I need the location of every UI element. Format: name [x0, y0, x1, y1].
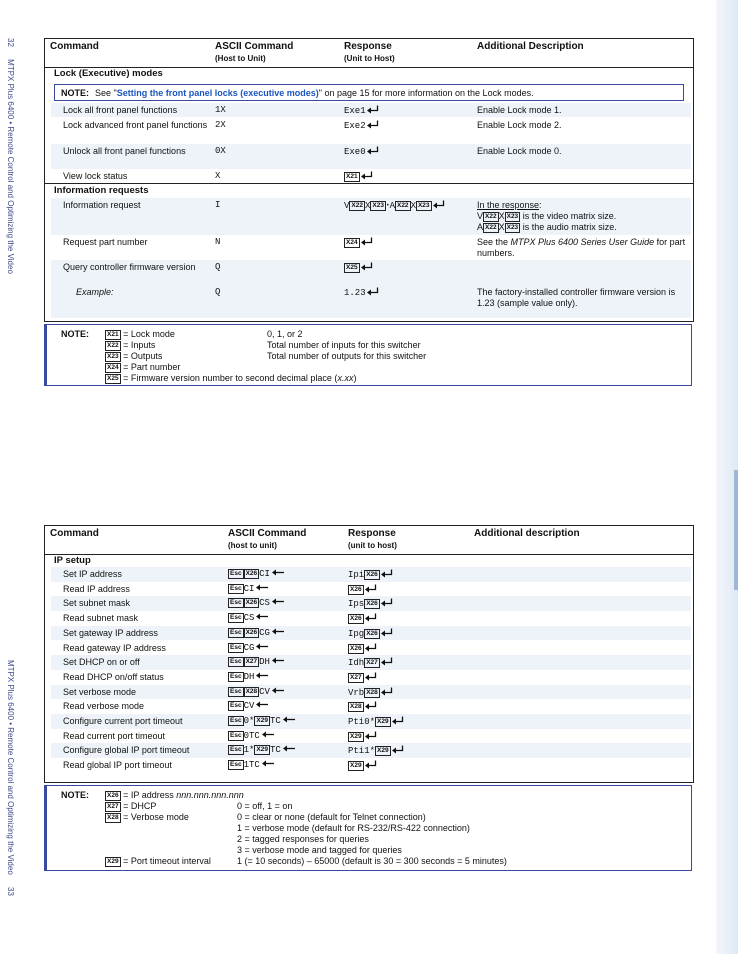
- col-command-header: Command: [50, 528, 99, 539]
- table-row: [51, 582, 691, 597]
- response-cell: Exe0: [344, 147, 366, 157]
- return-icon: [361, 262, 373, 271]
- col-desc-header: Additional Description: [477, 41, 584, 52]
- table-row: [51, 611, 691, 626]
- variable-box: X28: [245, 687, 258, 695]
- esc-key-icon: Esc: [230, 599, 242, 607]
- response-cell: Exe1: [344, 106, 366, 116]
- return-icon: [365, 701, 377, 710]
- table-row: [51, 743, 691, 758]
- cmd-cell: Unlock all front panel functions: [63, 146, 186, 156]
- note-item: X26 = IP address nnn.nnn.nnn.nnn: [107, 790, 244, 800]
- ascii-cell: 1X: [215, 105, 226, 115]
- table-row: [51, 641, 691, 656]
- note-value: 2 = tagged responses for queries: [237, 834, 369, 844]
- note-item: X25 = Firmware version number to second decimal place (x.xx): [107, 373, 357, 383]
- right-edge-tab: [734, 470, 738, 590]
- return-arrow-icon: [272, 657, 284, 664]
- return-arrow-icon: [262, 731, 274, 738]
- response-cell: Pti0* X29: [348, 716, 404, 728]
- return-icon: [365, 584, 377, 593]
- variable-box: X26: [366, 600, 378, 608]
- table-row: [51, 169, 691, 183]
- return-icon: [365, 731, 377, 740]
- variable-box: X29: [256, 717, 268, 724]
- section-ip-setup: IP setup: [54, 555, 91, 566]
- ascii-cell: Esc X28 CV: [228, 687, 284, 698]
- cmd-cell: Read IP address: [63, 583, 130, 594]
- response-cell: [348, 760, 377, 772]
- cmd-cell: Read DHCP on/off status: [63, 671, 164, 682]
- ascii-cell: Q: [215, 262, 221, 272]
- return-icon: [392, 716, 404, 725]
- ascii-cell: Esc CG: [228, 643, 268, 654]
- ascii-cell: Esc 1* X29 TC: [228, 745, 295, 756]
- desc-cell: See the MTPX Plus 6400 Series User Guide for part numbers.: [477, 237, 686, 258]
- col-response-header: Response: [348, 528, 396, 539]
- response-cell: Ipg X26: [348, 628, 393, 640]
- ascii-cell: Esc DH: [228, 672, 268, 683]
- esc-key-icon: Esc: [230, 702, 242, 710]
- esc-key-icon: Esc: [230, 614, 242, 622]
- variable-box: X26: [350, 644, 362, 652]
- ascii-cell: N: [215, 237, 221, 247]
- section-divider: [45, 183, 693, 184]
- variable-box: X29: [377, 718, 389, 725]
- response-cell: Exe2: [344, 121, 366, 131]
- return-arrow-icon: [262, 760, 274, 767]
- note-value: 3 = verbose mode and tagged for queries: [237, 845, 402, 855]
- table-row: [51, 626, 691, 641]
- return-arrow-icon: [283, 716, 295, 723]
- ascii-cell: Esc CS: [228, 613, 268, 624]
- example-desc: The factory-installed controller firmware version is 1.23 (sample value only).: [477, 287, 676, 308]
- variable-box: X29: [256, 746, 268, 754]
- ascii-cell: I: [215, 200, 221, 210]
- esc-key-icon: Esc: [230, 731, 242, 739]
- col-response-sub: (unit to host): [348, 541, 397, 550]
- note-value: 1 = verbose mode (default for RS-232/RS-422 connection): [237, 823, 470, 833]
- table-header: [45, 39, 693, 68]
- cmd-cell: Set gateway IP address: [63, 627, 158, 638]
- esc-key-icon: Esc: [230, 717, 242, 724]
- cmd-cell: Read current port timeout: [63, 730, 166, 741]
- response-cell: Pti1* X29: [348, 745, 404, 757]
- return-icon: [367, 287, 379, 296]
- variable-box: X29: [350, 762, 362, 770]
- note-value: Total number of inputs for this switcher: [267, 340, 421, 350]
- response-cell: Vrb X28: [348, 687, 393, 699]
- table-row: [51, 260, 691, 318]
- table-row: [51, 144, 691, 169]
- ascii-cell: Esc CI: [228, 584, 268, 595]
- note-box-ip-variables: [44, 785, 692, 871]
- ip-setup-table: [44, 525, 694, 783]
- variable-box: X26: [245, 570, 258, 577]
- table-row: [51, 118, 691, 144]
- note-value: 0 = off, 1 = on: [237, 801, 293, 811]
- table-row: [51, 670, 691, 685]
- note-value: 1 (= 10 seconds) – 65000 (default is 30 = 300 seconds = 5 minutes): [237, 856, 507, 866]
- return-arrow-icon: [256, 643, 268, 650]
- cmd-cell: Set subnet mask: [63, 598, 131, 609]
- variable-box: X29: [377, 747, 389, 755]
- variable-box: X29: [350, 732, 362, 740]
- note-item: X28 = Verbose mode: [107, 812, 189, 822]
- variable-box: X28: [366, 688, 378, 696]
- page-number-32: 32: [6, 38, 15, 47]
- table-row: [51, 235, 691, 260]
- note-item: X23 = Outputs: [107, 351, 163, 361]
- page-number-33: 33: [6, 887, 15, 896]
- ascii-cell: Esc X26 CS: [228, 598, 284, 609]
- return-icon: [381, 569, 393, 578]
- col-ascii-header: ASCII Command: [215, 41, 294, 52]
- cmd-cell: Read verbose mode: [63, 701, 145, 712]
- response-cell: [348, 672, 377, 684]
- note-box-lock-variables: [44, 324, 692, 386]
- running-title-top: MTPX Plus 6400 • Remote Control and Optimizing the Video: [6, 59, 15, 274]
- section-information-requests: Information requests: [54, 185, 149, 196]
- desc-cell: Enable Lock mode 1.: [477, 105, 562, 115]
- response-cell: V X22 X X23 •A X22 X X23: [344, 200, 445, 212]
- response-cell: Ips X26: [348, 598, 393, 610]
- esc-key-icon: Esc: [230, 746, 242, 754]
- table-row: [51, 596, 691, 611]
- variable-box: X27: [366, 659, 378, 667]
- variable-box: X26: [245, 628, 258, 636]
- col-response-sub: (Unit to Host): [344, 54, 395, 63]
- table-row: [51, 103, 691, 117]
- side-running-head-bottom: [6, 660, 15, 896]
- cmd-cell: Lock all front panel functions: [63, 105, 178, 115]
- note-link-front-panel-locks[interactable]: Setting the front panel locks (executive modes): [116, 88, 319, 98]
- variable-box: X21: [346, 173, 358, 180]
- variable-box: X26: [350, 585, 362, 593]
- cmd-cell: Set verbose mode: [63, 686, 137, 697]
- cmd-cell: Configure global IP port timeout: [63, 745, 190, 756]
- lock-note-box: [54, 84, 684, 101]
- ascii-cell: Esc CV: [228, 701, 268, 712]
- note-item: X29 = Port timeout interval: [107, 856, 211, 866]
- note-item: X22 = Inputs: [107, 340, 156, 350]
- return-arrow-icon: [256, 672, 268, 679]
- ascii-cell: Esc 0* X29 TC: [228, 716, 295, 727]
- table-row: [51, 699, 691, 714]
- variable-box: X26: [366, 571, 378, 578]
- ascii-cell: X: [215, 171, 221, 181]
- variable-box: X24: [346, 239, 358, 246]
- col-ascii-sub: (Host to Unit): [215, 54, 266, 63]
- cmd-cell: Read gateway IP address: [63, 642, 166, 653]
- return-icon: [392, 745, 404, 754]
- note-label: NOTE:: [61, 790, 89, 800]
- desc-cell: Enable Lock mode 2.: [477, 120, 562, 130]
- esc-key-icon: Esc: [230, 687, 242, 695]
- ascii-cell: 0X: [215, 146, 226, 156]
- col-response-header: Response: [344, 41, 392, 52]
- table-row: [51, 758, 691, 773]
- response-cell: Idh X27: [348, 657, 393, 669]
- return-icon: [361, 237, 373, 246]
- col-desc-header: Additional description: [474, 528, 580, 539]
- variable-box: X28: [350, 703, 362, 711]
- note-text-pre: See ": [95, 88, 117, 98]
- response-cell: [348, 613, 377, 625]
- return-icon: [433, 200, 445, 209]
- return-arrow-icon: [256, 701, 268, 708]
- ascii-cell: Esc X26 CI: [228, 569, 284, 580]
- return-icon: [365, 760, 377, 769]
- response-cell: [348, 731, 377, 743]
- return-arrow-icon: [256, 584, 268, 591]
- return-icon: [365, 672, 377, 681]
- esc-key-icon: Esc: [230, 672, 242, 680]
- note-item: X24 = Part number: [107, 362, 181, 372]
- esc-key-icon: Esc: [230, 761, 242, 769]
- side-running-head-top: [6, 38, 15, 274]
- table-row: [51, 685, 691, 700]
- note-item: X27 = DHCP: [107, 801, 157, 811]
- esc-key-icon: Esc: [230, 643, 242, 651]
- ascii-cell: Esc X27 DH: [228, 657, 284, 668]
- response-cell: [348, 584, 377, 596]
- cmd-cell: Query controller firmware version: [63, 262, 196, 272]
- desc-title: In the response: [477, 200, 540, 210]
- esc-key-icon: Esc: [230, 658, 242, 666]
- return-icon: [365, 613, 377, 622]
- cmd-cell: Set IP address: [63, 569, 122, 579]
- esc-key-icon: Esc: [230, 570, 242, 577]
- return-arrow-icon: [272, 598, 284, 605]
- return-icon: [367, 105, 379, 114]
- return-arrow-icon: [283, 745, 295, 752]
- return-arrow-icon: [272, 628, 284, 635]
- cmd-cell: Information request: [63, 200, 141, 210]
- ascii-cell: Esc 1TC: [228, 760, 274, 771]
- variable-box: X26: [245, 599, 258, 607]
- return-icon: [381, 687, 393, 696]
- ascii-cell: Esc X26 CG: [228, 628, 284, 639]
- example-label: Example:: [76, 287, 114, 297]
- table-row: [51, 714, 691, 729]
- variable-box: X26: [366, 629, 378, 637]
- variable-box: X27: [350, 673, 362, 681]
- col-command-header: Command: [50, 41, 99, 52]
- variable-box: X26: [350, 615, 362, 623]
- response-cell: [348, 701, 377, 713]
- note-value: Total number of outputs for this switcher: [267, 351, 427, 361]
- cmd-cell: View lock status: [63, 171, 128, 181]
- ascii-cell: 2X: [215, 120, 226, 130]
- return-icon: [367, 120, 379, 129]
- return-icon: [381, 657, 393, 666]
- table-row: [51, 655, 691, 670]
- return-arrow-icon: [272, 687, 284, 694]
- return-icon: [381, 628, 393, 637]
- table-row: [51, 729, 691, 744]
- right-edge-strip: [716, 0, 738, 954]
- return-arrow-icon: [272, 569, 284, 576]
- esc-key-icon: Esc: [230, 584, 242, 592]
- desc-cell: Enable Lock mode 0.: [477, 146, 562, 156]
- return-icon: [365, 643, 377, 652]
- col-ascii-header: ASCII Command: [228, 528, 307, 539]
- col-ascii-sub: (host to unit): [228, 541, 277, 550]
- note-label: NOTE:: [61, 329, 89, 339]
- response-cell: [348, 643, 377, 655]
- lock-info-table: [44, 38, 694, 322]
- return-arrow-icon: [256, 613, 268, 620]
- ascii-cell: Esc 0TC: [228, 731, 274, 742]
- return-icon: [381, 598, 393, 607]
- note-item: X21 = Lock mode: [107, 329, 175, 339]
- table-row: [51, 567, 691, 582]
- response-cell: Ipi X26: [348, 569, 393, 581]
- section-lock-modes: Lock (Executive) modes: [54, 68, 163, 79]
- running-title-bottom: MTPX Plus 6400 • Remote Control and Optimizing the Video: [6, 660, 15, 875]
- note-value: 0 = clear or none (default for Telnet connection): [237, 812, 426, 822]
- note-label: NOTE:: [61, 88, 89, 98]
- cmd-cell: Configure current port timeout: [63, 716, 183, 726]
- example-response: 1.23: [344, 288, 366, 298]
- cmd-cell: Request part number: [63, 237, 148, 247]
- cmd-cell: Lock advanced front panel functions: [63, 120, 208, 130]
- variable-box: X25: [346, 264, 358, 271]
- example-ascii: Q: [215, 287, 221, 297]
- return-icon: [361, 171, 373, 180]
- desc-cell: In the response: V X22 X X23 is the video matrix size. A X22 X X23 is the audio matrix size.: [477, 200, 617, 232]
- variable-box: X27: [245, 658, 258, 666]
- table-header: [45, 526, 693, 555]
- table-row: [51, 198, 691, 235]
- esc-key-icon: Esc: [230, 628, 242, 636]
- cmd-cell: Set DHCP on or off: [63, 657, 140, 668]
- cmd-cell: Read subnet mask: [63, 613, 139, 624]
- return-icon: [367, 146, 379, 155]
- cmd-cell: Read global IP port timeout: [63, 760, 172, 771]
- note-text-post: " on page 15 for more information on the Lock modes.: [318, 88, 534, 98]
- note-value: 0, 1, or 2: [267, 329, 303, 339]
